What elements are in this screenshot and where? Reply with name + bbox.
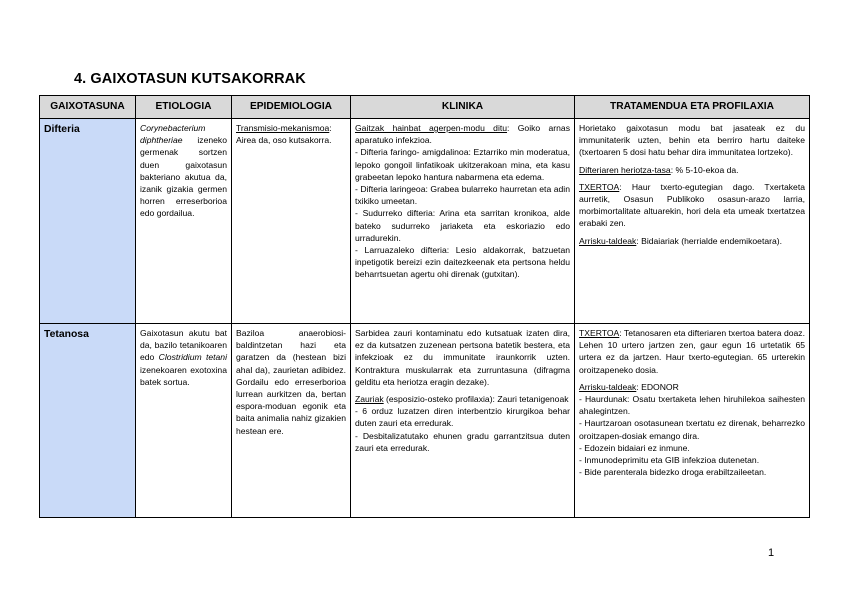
header-etiologia: ETIOLOGIA	[136, 96, 232, 119]
list-item: - Desbitalizatutako ehunen gradu garrantzitsua duten zauri eta erredurak.	[355, 430, 570, 453]
difteria-risk-label: Arrisku-taldeak	[579, 235, 637, 246]
tetanosa-etiologia	[136, 324, 232, 518]
difteria-epidemiologia	[232, 119, 351, 324]
difteria-vaccine-label: TXERTOA	[579, 181, 620, 192]
difteria-klinika-intro-text: : Goiko arnas aparatuko infekzioa.	[355, 123, 570, 146]
tetanosa-etiologia-post: izenekoaren exotoxina batek sortua.	[140, 364, 227, 387]
diseases-table	[39, 95, 810, 518]
difteria-mortality-text: : % 5-10-ekoa da.	[670, 164, 739, 175]
section-title: 4. GAIXOTASUN KUTSAKORRAK	[74, 71, 306, 87]
page-number: 1	[768, 547, 775, 559]
difteria-etiologia-text: izeneko germenak sortzen duen gaixotasun bakteriano akutua da, izanik gizakia germen horren erreserborioa edo gordailua.	[140, 135, 227, 219]
list-item: - Difteria faringo- amigdalinoa: Eztarriko min moderatua, lepoko gongoil linfatikoak ukitzerakoan mina, eta kasu grabeetan lepoko hantura nabarmena eta edema.	[355, 147, 570, 182]
difteria-transmission-label: Transmisio-mekanismoa	[236, 123, 330, 133]
tetanosa-wounds-label: Zauriak	[355, 394, 384, 405]
difteria-transmission-text: : Airea da, oso kutsakorra.	[236, 123, 332, 146]
tetanosa-vaccine-text: : Tetanosaren eta difteriaren txertoa batera doaz. Lehen 10 urtero jartzen zen, gaur egun 16 urtetatik 65 urtera ez da jartzen. Haur txerto-egutegian. 65 urterekin oroitzapeneko dosia.	[579, 328, 805, 375]
difteria-vaccine-text: : Haur txerto-egutegian dago. Txertaketa aurretik, Osasun Publikoko osasun-arazo larria, morbimortalitate altuarekin, hori dela eta umeak txertatzea erabaki zen.	[579, 181, 805, 229]
difteria-tratamendua-p1: Horietako gaixotasun modu bat jasateak ez du immunitaterik uzten, behin eta berriro hartu daiteke (txertoaren 5 dosi hatu behar dira immunitatea lortzeko).	[579, 123, 805, 158]
tetanosa-vaccine-label: TXERTOA	[579, 328, 620, 338]
difteria-klinika-intro-label: Gaitzak hainbat agerpen-modu ditu	[355, 123, 508, 133]
tetanosa-etiologia-pre: Gaixotasun akutu bat da, bazilo tetanikoaren edo	[140, 328, 227, 363]
tetanosa-wounds-text: (esposizio-osteko profilaxia): Zauri tetanigenoak	[383, 394, 569, 405]
tetanosa-tratamendua	[575, 324, 810, 518]
header-tratamendua: TRATAMENDUA ETA PROFILAXIA	[575, 96, 810, 119]
table-row-tetanosa	[40, 324, 810, 518]
difteria-tratamendua	[575, 119, 810, 324]
list-item: - Larruazaleko difteria: Lesio aldakorrak, batzuetan inpetigotik bereizi ezin daitezkeenak eta pertsona heldu beharrtsuetan agertu ohi direnak (gutxitan).	[355, 245, 570, 280]
list-item: - Edozein bidaiari ez inmune.	[579, 442, 690, 453]
list-item: - Bide parenterala bidezko droga erabiltzaileetan.	[579, 467, 767, 478]
difteria-risk-text: : Bidaiariak (herrialde endemikoetara).	[636, 235, 782, 246]
list-item: - Difteria laringeoa: Grabea bularreko haurretan eta adin txikiko umeetan.	[355, 184, 570, 207]
tetanosa-klinika	[351, 324, 575, 518]
tetanosa-epidemiologia: Baziloa anaerobiosi-baldintzetan hazi eta garatzen da (hestean bizi ahal da), zaurietan adibidez. Gordailu edo erreserborioa lurrean aurkitzen da, bertan espora-moduan egonik eta baita animalia nahiz gizakien hestean ere.	[232, 324, 351, 518]
header-epidemiologia: EPIDEMIOLOGIA	[232, 96, 351, 119]
list-item: - Haurdunak: Osatu txertaketa lehen hiruhilekoa saihesten ahalegintzen.	[579, 394, 805, 417]
table-row-difteria	[40, 119, 810, 324]
difteria-klinika	[351, 119, 575, 324]
difteria-mortality-label: Difteriaren heriotza-tasa	[579, 164, 671, 175]
list-item: - Sudurreko difteria: Arina eta sarritan kronikoa, alde bateko sudurreko jariaketa eta eskoriazio edo urradurekin.	[355, 208, 570, 243]
header-gaixotasuna: GAIXOTASUNA	[40, 96, 136, 119]
tetanosa-risk-label: Arrisku-taldeak	[579, 381, 637, 392]
list-item: - Haurtzaroan osotasunean txertatu ez direnak, beharrezko oroitzapen-dosiak emango dira.	[579, 418, 805, 441]
table-header-row	[40, 96, 810, 119]
tetanosa-klinika-p1: Sarbidea zauri kontaminatu edo kutsatuak izaten dira, ez da kutsatzen zuzenean pertsona batetik bestera, eta infekzioak ez du immunitate iraunkorrik uzten. Kontraktura muskularrak eta zurruntasuna (difragma gelditu eta heriotza eragin dezake).	[355, 328, 570, 387]
tetanosa-risk-text: : EDONOR	[636, 381, 679, 392]
difteria-organism: Corynebacterium diphtheriae	[140, 123, 206, 146]
disease-name-difteria: Difteria	[40, 119, 136, 324]
list-item: - 6 orduz luzatzen diren interbentzio kirurgikoa behar duten zauri eta erredurak.	[355, 406, 570, 429]
tetanosa-organism: Clostridium tetani	[158, 352, 227, 363]
list-item: - Inmunodeprimitu eta GIB infekzioa dutenetan.	[579, 455, 760, 466]
disease-name-tetanosa: Tetanosa	[40, 324, 136, 518]
header-klinika: KLINIKA	[351, 96, 575, 119]
difteria-etiologia	[136, 119, 232, 324]
